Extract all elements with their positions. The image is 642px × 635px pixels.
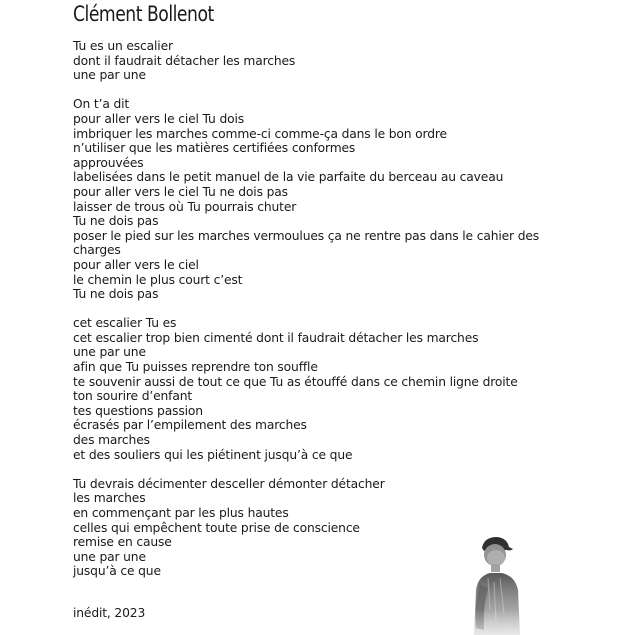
poem-line: n’utiliser que les matières certifiées conformes <box>73 141 356 156</box>
poem-line: te souvenir aussi de tout ce que Tu as étouffé dans ce chemin ligne droite <box>73 374 518 389</box>
poem-body <box>73 39 563 594</box>
poem-line: des marches <box>73 433 150 448</box>
poem-line: les marches <box>73 491 146 506</box>
poem-line: ton sourire d’enfant <box>73 389 193 404</box>
poem-line: tes questions passion <box>73 403 203 418</box>
poem-line: laisser de trous où Tu pourrais chuter <box>73 199 297 214</box>
poem-line: et des souliers qui les piétinent jusqu’à ce que <box>73 447 353 462</box>
poem-line: imbriquer les marches comme-ci comme-ça dans le bon ordre <box>73 126 447 141</box>
poem-line: écrasés par l’empilement des marches <box>73 418 307 433</box>
poem-line: Tu devrais décimenter desceller démonter détacher <box>73 476 385 491</box>
poem-line: Tu ne dois pas <box>73 287 159 302</box>
poem-line: cet escalier Tu es <box>73 316 177 331</box>
poem-line: On t’a dit <box>73 97 130 112</box>
poem-line: celles qui empêchent toute prise de conscience <box>73 520 360 535</box>
author-title: Clément Bollenot <box>73 2 214 26</box>
poem-line: poser le pied sur les marches vermoulues ça ne rentre pas dans le cahier des charges <box>73 228 540 258</box>
poem-line: jusqu’à ce que <box>73 564 161 579</box>
poem-line: une par une <box>73 345 146 360</box>
poem-line: pour aller vers le ciel Tu ne dois pas <box>73 184 288 199</box>
poem-line: pour aller vers le ciel Tu dois <box>73 111 245 126</box>
poem-line: une par une <box>73 68 146 83</box>
poem-line: pour aller vers le ciel <box>73 257 199 272</box>
poem-line: en commençant par les plus hautes <box>73 506 289 520</box>
poem-line: cet escalier trop bien cimenté dont il faudrait détacher les marches <box>73 330 479 345</box>
poem-line: remise en cause <box>73 535 172 550</box>
poem-line: labelisées dans le petit manuel de la vie parfaite du berceau au caveau <box>73 170 504 185</box>
publication-note: inédit, 2023 <box>73 606 146 620</box>
stanza-1 <box>73 39 563 83</box>
poem-line: afin que Tu puisses reprendre ton souffle <box>73 360 318 375</box>
poem-line: Tu ne dois pas <box>73 214 159 229</box>
poem-line: Tu es un escalier <box>73 39 173 53</box>
poem-line: dont il faudrait détacher les marches <box>73 53 296 68</box>
poem-line: approuvées <box>73 155 144 170</box>
poem-line: le chemin le plus court c’est <box>73 272 243 287</box>
stanza-2 <box>73 97 563 301</box>
poem-line: une par une <box>73 549 146 564</box>
stanza-3 <box>73 316 563 462</box>
person-photo <box>466 532 530 635</box>
